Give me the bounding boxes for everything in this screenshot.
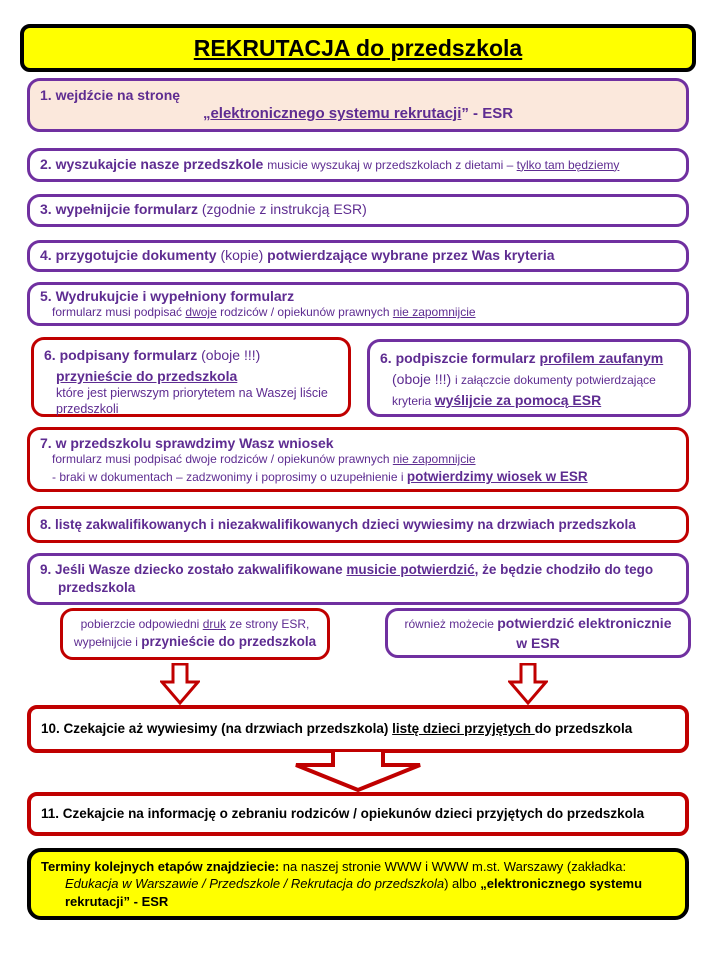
step-2-note: musicie wyszukaj w przedszkolach z dietami –	[267, 157, 517, 172]
confirm-paper-c: wypełnijcie i	[73, 635, 142, 649]
footer-a: na naszej stronie WWW i WWW m.st. Warszawy (zakładka:	[279, 858, 627, 874]
confirm-electronic-action: potwierdzić elektronicznie	[497, 614, 672, 631]
step-5-note-b: rodziców / opiekunów prawnych	[216, 305, 393, 320]
step-10-box	[27, 705, 689, 753]
confirm-electronic-box	[385, 608, 691, 658]
footer-esr: „elektronicznego systemu rekrutacji” - ESR	[65, 876, 643, 909]
step-11-box	[27, 792, 689, 836]
step-7-action: potwierdzimy wiosek w ESR	[406, 468, 588, 484]
confirm-electronic-a: również możecie	[404, 616, 498, 631]
down-arrow-right-icon	[508, 663, 548, 705]
step-3-title: 3. wypełnijcie formularz	[40, 201, 202, 218]
step-10-emphasis: listę dzieci przyjętych	[392, 721, 535, 737]
step-5-title: 5. Wydrukujcie i wypełniony formularz	[40, 288, 295, 305]
step-5-note-a: formularz musi podpisać	[52, 305, 186, 320]
step-7-note-a: formularz musi podpisać dwoje rodziców / opiekunów prawnych	[52, 452, 393, 466]
step-6-eprofile-title-u: profilem zaufanym	[539, 350, 664, 366]
step-9-b: , że będzie chodziło do tego przedszkola	[58, 562, 654, 595]
step-4-title: 4. przygotujcie dokumenty	[40, 246, 221, 263]
step-2-emphasis: tylko tam będziemy	[516, 157, 620, 172]
down-arrow-left-icon	[160, 663, 200, 705]
step-6-paper-action: przynieście do przedszkola	[56, 367, 238, 384]
esr-link[interactable]: elektronicznego systemu rekrutacji	[210, 105, 462, 123]
footer-title: Terminy kolejnych etapów znajdziecie:	[41, 858, 280, 874]
page-title: REKRUTACJA do przedszkola	[193, 34, 523, 61]
step-6-eprofile-box	[367, 339, 691, 417]
down-arrow-middle-icon	[288, 751, 428, 793]
confirm-electronic-esr: w ESR	[516, 635, 560, 652]
step-6-eprofile-note2: kryteria	[392, 393, 435, 408]
confirm-paper-a: pobierzcie odpowiedni	[80, 617, 203, 632]
confirm-paper-form: druk	[202, 617, 227, 632]
step-7-emphasis-1: nie zapomnijcie	[392, 452, 476, 466]
step-1-suffix: ” - ESR	[461, 105, 514, 123]
step-11-title: 11. Czekajcie na informację o zebraniu rodziców / opiekunów dzieci przyjętych do przedszkola	[41, 806, 645, 822]
step-6-eprofile-both: (oboje !!!)	[392, 370, 456, 387]
step-6-paper-both: (oboje !!!)	[201, 347, 261, 363]
step-8-title: 8. listę zakwalifikowanych i niezakwalifikowanych dzieci wywiesimy na drzwiach przedszkola	[40, 516, 636, 532]
step-2-title: 2. wyszukajcie nasze przedszkole	[40, 155, 268, 172]
step-10-b: do przedszkola	[534, 721, 633, 737]
step-7-box	[27, 427, 689, 492]
confirm-paper-box	[60, 608, 330, 660]
step-6-paper-title: 6. podpisany formularz	[44, 347, 202, 363]
step-6-eprofile-title: 6. podpiszcie formularz	[380, 350, 540, 366]
step-5-box	[27, 282, 689, 326]
confirm-paper-b: ze strony ESR,	[226, 617, 310, 632]
step-3-note: (zgodnie z instrukcją ESR)	[201, 201, 367, 218]
footer-dates-box	[27, 848, 689, 920]
step-5-emphasis-1: dwoje	[185, 305, 217, 320]
step-2-box	[27, 148, 689, 182]
step-9-emphasis: musicie potwierdzić	[346, 562, 475, 578]
step-1-box	[27, 78, 689, 132]
step-5-emphasis-2: nie zapomnijcie	[392, 305, 476, 320]
footer-path: Edukacja w Warszawie / Przedszkole / Rekrutacja do przedszkola	[65, 876, 445, 892]
step-6-paper-note: które jest pierwszym priorytetem na Waszej liście przedszkoli	[56, 385, 328, 417]
title-banner	[20, 24, 696, 72]
step-7-title: 7. w przedszkolu sprawdzimy Wasz wniosek	[40, 434, 334, 451]
confirm-paper-action: przynieście do przedszkola	[141, 634, 317, 649]
step-6-eprofile-note: i załączcie dokumenty potwierdzające	[455, 372, 656, 387]
step-3-box	[27, 194, 689, 227]
step-4-box	[27, 240, 689, 272]
step-10-a: 10. Czekajcie aż wywiesimy (na drzwiach przedszkola)	[41, 721, 393, 737]
step-9-a: 9. Jeśli Wasze dziecko zostało zakwalifikowane	[40, 562, 347, 578]
step-7-note-b: - braki w dokumentach – zadzwonimy i poprosimy o uzupełnienie i	[52, 469, 407, 484]
step-9-box	[27, 553, 689, 605]
step-4-title2: potwierdzające wybrane przez Was kryteria	[267, 246, 555, 263]
step-8-box	[27, 506, 689, 543]
step-4-note: (kopie)	[220, 246, 268, 263]
quote-open: „	[202, 105, 211, 123]
footer-b: ) albo	[444, 876, 481, 892]
step-6-paper-box	[31, 337, 351, 417]
step-1-line1: 1. wejdźcie na stronę	[40, 87, 181, 104]
step-6-eprofile-action: wyślijcie za pomocą ESR	[434, 391, 602, 408]
